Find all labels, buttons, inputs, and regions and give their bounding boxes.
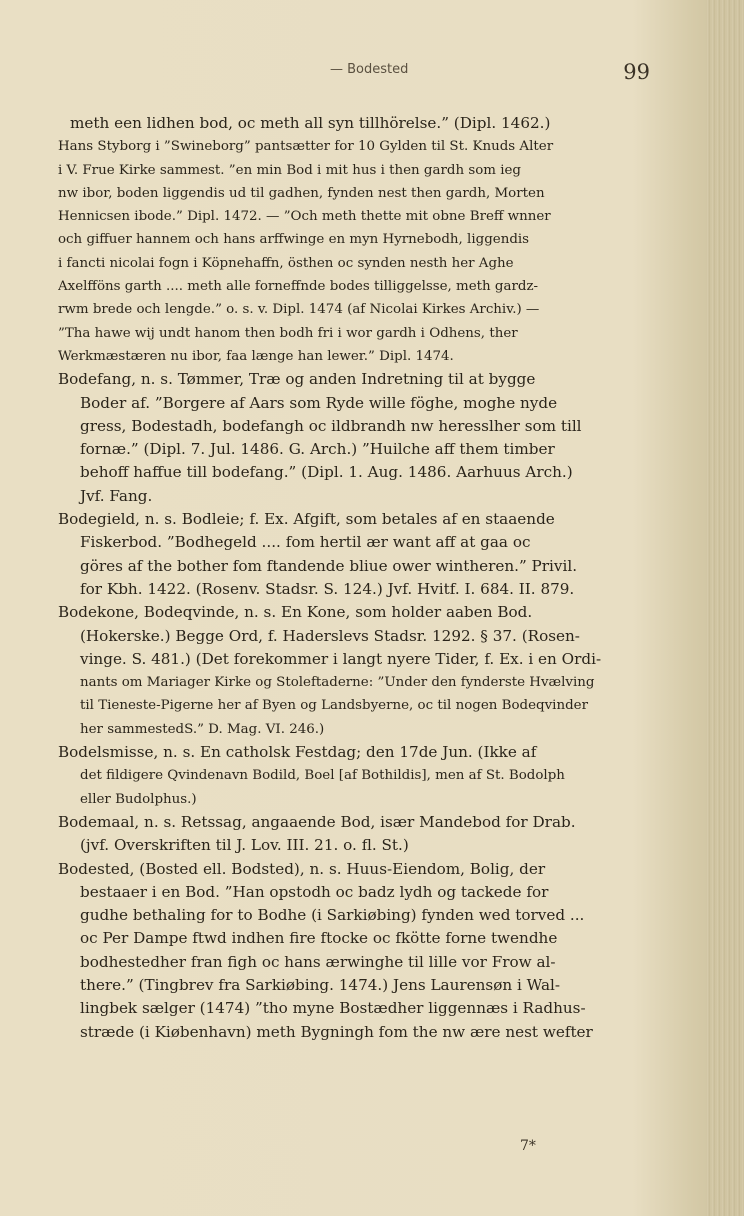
text-line: lingbek sælger (1474) ”tho myne Bostædher liggennæs i Radhus- — [80, 999, 586, 1018]
dictionary-text — [58, 112, 648, 1044]
signature-mark: 7* — [520, 1138, 536, 1154]
text-line: Werkmæstæren nu ibor, faa længe han lewer.” Dipl. 1474. — [58, 348, 454, 364]
text-line: Jvf. Fang. — [80, 486, 153, 505]
text-line: i V. Frue Kirke sammest. ”en min Bod i mit hus i then gardh som ieg — [58, 162, 522, 178]
text-line: gudhe bethaling for to Bodhe (i Sarkiøbing) fynden wed torved ... — [80, 906, 585, 925]
running-head: — Bodested — [330, 62, 409, 77]
text-line: Hennicsen ibode.” Dipl. 1472. — ”Och meth thette mit obne Breff wnner — [58, 209, 551, 225]
text-line: bodhestedher fran figh oc hans ærwinghe til lille vor Frow al- — [80, 952, 556, 971]
text-line: nants om Mariager Kirke og Stoleftaderne: ”Under den fynderste Hvælving — [80, 675, 595, 691]
text-line: Bodemaal, n. s. Retssag, angaaende Bod, især Mandebod for Drab. — [58, 812, 576, 831]
text-line: stræde (i Kiøbenhavn) meth Bygningh fom the nw ære nest wefter — [80, 1022, 593, 1041]
text-line: there.” (Tingbrev fra Sarkiøbing. 1474.) Jens Laurensøn i Wal- — [80, 975, 560, 994]
text-line: meth een lidhen bod, oc meth all syn tillhörelse.” (Dipl. 1462.) — [70, 114, 551, 132]
text-line: Fiskerbod. ”Bodhegeld .... fom hertil ær want aff at gaa oc — [80, 533, 531, 552]
text-line: Bodelsmisse, n. s. En catholsk Festdag; den 17de Jun. (Ikke af — [58, 743, 537, 762]
text-line: her sammestedS.” D. Mag. VI. 246.) — [80, 721, 325, 737]
text-line: til Tieneste-Pigerne her af Byen og Landsbyerne, oc til nogen Bodeqvinder — [80, 698, 588, 714]
text-line: Hans Styborg i ”Swineborg” pantsætter for 10 Gylden til St. Knuds Alter — [58, 139, 554, 155]
text-line: i fancti nicolai fogn i Köpnehaffn, östhen oc synden nesth her Aghe — [58, 255, 514, 271]
text-line: eller Budolphus.) — [80, 791, 197, 807]
text-line: Bodested, (Bosted ell. Bodsted), n. s. Huus-Eiendom, Bolig, der — [58, 859, 546, 878]
text-line: Bodefang, n. s. Tømmer, Træ og anden Indretning til at bygge — [58, 370, 536, 389]
text-line: Bodekone, Bodeqvinde, n. s. En Kone, som holder aaben Bod. — [58, 603, 533, 622]
text-line: (jvf. Overskriften til J. Lov. III. 21. o. fl. St.) — [80, 836, 409, 855]
text-line: Bodegield, n. s. Bodleie; f. Ex. Afgift, som betales af en staaende — [58, 510, 555, 529]
text-line: (Hokerske.) Begge Ord, f. Haderslevs Stadsr. 1292. § 37. (Rosen- — [80, 626, 580, 645]
text-line: Axelfföns garth .... meth alle forneffnde bodes tilliggelsse, meth gardz- — [58, 279, 539, 295]
text-line: gress, Bodestadh, bodefangh oc ildbrandh nw heresslher som till — [80, 416, 582, 435]
text-line: rwm brede och lengde.” o. s. v. Dipl. 1474 (af Nicolai Kirkes Archiv.) — — [58, 302, 540, 318]
text-line: oc Per Dampe ftwd indhen fire ftocke oc fkötte forne twendhe — [80, 929, 558, 948]
text-line: göres af the bother fom ftandende bliue ower wintheren.” Privil. — [80, 556, 578, 575]
text-line: behoff haffue till bodefang.” (Dipl. 1. Aug. 1486. Aarhuus Arch.) — [80, 463, 573, 482]
text-line: for Kbh. 1422. (Rosenv. Stadsr. S. 124.) Jvf. Hvitf. I. 684. II. 879. — [80, 579, 575, 598]
text-line: bestaaer i en Bod. ”Han opstodh oc badz lydh og tackede for — [80, 882, 549, 901]
text-line: det fildigere Qvindenavn Bodild, Boel [af Bothildis], men af St. Bodolph — [80, 768, 565, 784]
text-line: vinge. S. 481.) (Det forekommer i langt nyere Tider, f. Ex. i en Ordi- — [80, 649, 602, 668]
text-line: och giffuer hannem och hans arffwinge en myn Hyrnebodh, liggendis — [58, 232, 530, 248]
text-line: ”Tha hawe wij undt hanom then bodh fri i wor gardh i Odhens, ther — [58, 325, 518, 341]
page-header — [60, 60, 660, 90]
page-number: 99 — [623, 60, 650, 84]
text-line: Boder af. ”Borgere af Aars som Ryde wille föghe, moghe nyde — [80, 393, 558, 412]
book-gutter — [706, 0, 744, 1216]
text-line: fornæ.” (Dipl. 7. Jul. 1486. G. Arch.) ”Huilche aff them timber — [80, 440, 555, 459]
text-line: nw ibor, boden liggendis ud til gadhen, fynden nest then gardh, Morten — [58, 185, 545, 201]
